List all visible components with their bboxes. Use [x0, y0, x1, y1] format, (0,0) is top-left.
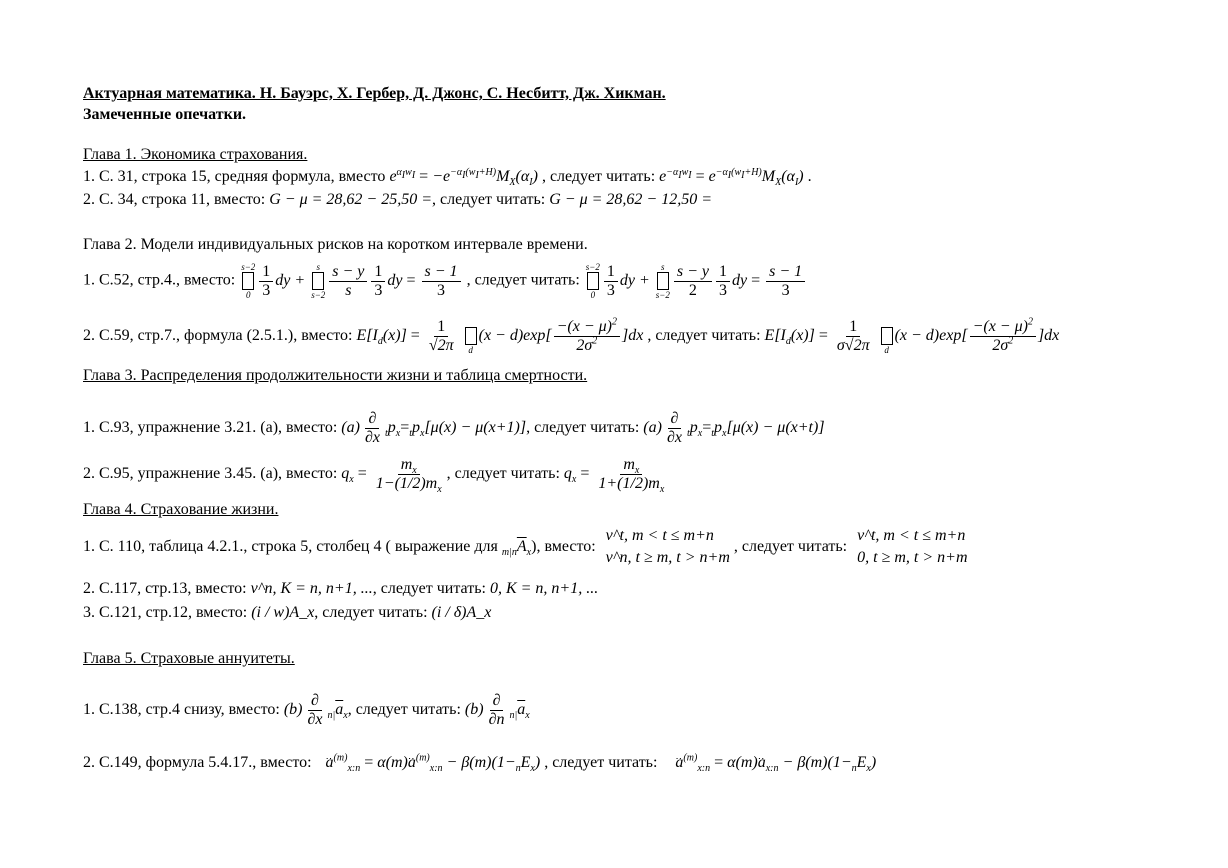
- erratum-4-2: [83, 579, 598, 599]
- erratum-suffix: .: [807, 168, 812, 185]
- erratum-prefix: 3. С.121, стр.12, вместо:: [83, 604, 248, 621]
- formula-wrong: v^n, K = n, n+1, ...: [250, 580, 373, 597]
- erratum-mid: , следует читать:: [647, 327, 761, 344]
- erratum-5-1: [83, 690, 530, 730]
- formula-right: s−2 0 $\frac{1}{3}$ dy + s s−2 $\frac{s - y}{2}$ $\frac{1}{3}$ dy = $\frac{s - 1}{3}$: [584, 272, 807, 289]
- erratum-5-2: [83, 748, 876, 778]
- erratum-prefix: 2. С.117, стр.13, вместо:: [83, 580, 247, 597]
- formula-wrong: $E[I_d(x)]$ = $\frac{1}{√2\pi}$ d (x − d)exp[ $\frac{-(x - \mu)^2}{2\sigma^2}$ ]dx: [356, 316, 648, 356]
- chapter-2-heading: Глава 2. Модели индивидуальных рисков на коротком интервале времени.: [83, 236, 588, 253]
- formula-right: $q_x$ = $\frac{m_x}{1+(1/2)m_x}$: [563, 456, 665, 496]
- document-subtitle: Замеченные опечатки.: [83, 106, 247, 123]
- erratum-prefix: 2. С.95, упражнение 3.45. (a), вместо:: [83, 465, 338, 483]
- chapter-1-heading: Глава 1. Экономика страхования.: [83, 146, 308, 163]
- erratum-prefix: 1. С. 110, таблица 4.2.1., строка 5, столбец 4 ( выражение для: [83, 538, 498, 555]
- formula-right: (a) $\frac{\partial}{\partial x}$ $_tp_x=_tp_x[\mu(x) - \mu(x+t)]$: [643, 410, 825, 446]
- erratum-mid: , следует читать:: [541, 168, 656, 185]
- erratum-mid: , следует читать:: [372, 580, 486, 597]
- erratum-prefix: 2. С.149, формула 5.4.17., вместо:: [83, 754, 312, 771]
- formula-wrong: (b) $\frac{\partial}{\partial x}$ $_{n|}\overline{a}_x$: [283, 691, 348, 728]
- formula-wrong: (i / w)A_x: [251, 604, 315, 621]
- erratum-mid: , следует читать:: [544, 754, 658, 771]
- formula-right: v^t, m < t ≤ m+n 0, t ≥ m, t > n+m: [857, 527, 968, 567]
- erratum-4-3: [83, 603, 491, 623]
- erratum-mid: ), вместо:: [531, 538, 596, 555]
- formula-wrong: G − μ = 28,62 − 25,50 =: [269, 191, 433, 208]
- formula-wrong: ‥ $a^{(m)}_{x:n}$ = α(m)‥ $a^{(m)}_{x:n} - \beta(m)(1-_nE_x)$: [326, 754, 545, 771]
- chapter-4-heading: Глава 4. Страхование жизни.: [83, 501, 279, 518]
- formula-wrong: s−2 0 $\frac{1}{3}$ dy + s s−2 $\frac{s - y}{s}$ $\frac{1}{3}$ dy = $\frac{s - 1}{3}$: [239, 272, 466, 289]
- formula-right: 0, K = n, n+1, ...: [489, 580, 599, 597]
- erratum-mid: , следует читать:: [466, 271, 580, 289]
- formula-right: ‥ $a^{(m)}_{x:n}$ = α(m)‥ $a_{x:n} - \beta(m)(1-_nE_x)$: [675, 754, 876, 771]
- erratum-prefix: 1. С. 31, строка 15, средняя формула, вместо: [83, 168, 386, 185]
- formula-right: $e^{-\alpha_Iw_I} = e^{-\alpha_I(w_I+H)}M_X(\alpha_I)$: [659, 166, 804, 189]
- erratum-prefix: 1. С.138, стр.4 снизу, вместо:: [83, 701, 280, 718]
- erratum-3-2: [83, 456, 669, 496]
- erratum-1-1: [83, 167, 812, 187]
- erratum-2-1: [83, 262, 807, 300]
- formula-wrong: $q_x$ = $\frac{m_x}{1-(1/2)m_x}$: [341, 456, 442, 496]
- document-title: Актуарная математика. Н. Бауэрс, Х. Гербер, Д. Джонс, С. Несбитт, Дж. Хикман.: [83, 85, 666, 102]
- erratum-3-1: [83, 410, 825, 447]
- erratum-mid: , следует читать:: [526, 419, 640, 437]
- erratum-prefix: 1. С.93, упражнение 3.21. (a), вместо:: [83, 419, 338, 437]
- chapter-3-heading: Глава 3. Распределения продолжительности жизни и таблица смертности.: [83, 367, 588, 384]
- erratum-mid: , следует читать:: [432, 191, 546, 208]
- erratum-mid: , следует читать:: [314, 604, 428, 621]
- erratum-2-2: [83, 316, 1059, 356]
- erratum-4-1: [83, 525, 968, 569]
- formula-right: (i / δ)A_x: [431, 604, 492, 621]
- formula-right: G − μ = 28,62 − 12,50 =: [549, 191, 713, 208]
- erratum-mid: , следует читать:: [733, 538, 848, 555]
- erratum-prefix: 1. С.52, стр.4., вместо:: [83, 271, 236, 289]
- erratum-mid: , следует читать:: [347, 701, 461, 718]
- formula-expression: $_{m|n}\overline{A}_x$: [501, 538, 532, 559]
- formula-wrong: v^t, m < t ≤ m+n v^n, t ≥ m, t > n+m: [605, 527, 730, 567]
- chapter-5-heading: Глава 5. Страховые аннуитеты.: [83, 650, 295, 667]
- formula-right: (b) $\frac{\partial}{\partial n}$ $_{n|}\overline{a}_x$: [464, 691, 530, 728]
- erratum-mid: , следует читать:: [446, 465, 560, 483]
- erratum-prefix: 2. С. 34, строка 11, вместо:: [83, 191, 266, 208]
- erratum-prefix: 2. С.59, стр.7., формула (2.5.1.), вместо:: [83, 327, 353, 344]
- erratum-1-2: [83, 190, 712, 210]
- formula-wrong: (a) $\frac{\partial}{\partial x}$ $_tp_x=_tp_x[\mu(x) - \mu(x+1)]$: [341, 410, 527, 446]
- formula-wrong: $e^{\alpha_Iw_I} = -e^{-\alpha_I(w_I+H)}M_X(\alpha_I)$: [389, 166, 538, 189]
- formula-right: $E[I_d(x)]$ = $\frac{1}{\sigma√2\pi}$ d (x − d)exp[ $\frac{-(x - \mu)^2}{2\sigma^2}$ ]dx: [764, 316, 1060, 356]
